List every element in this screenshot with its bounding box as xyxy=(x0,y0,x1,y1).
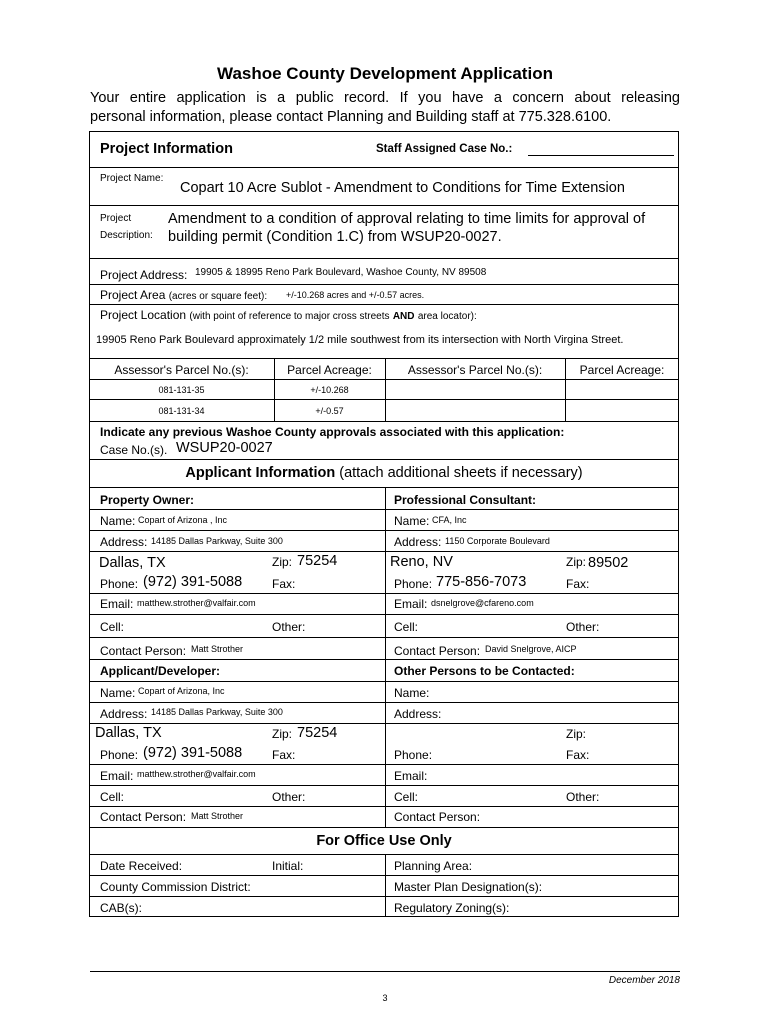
parcel-header-acreage-2: Parcel Acreage: xyxy=(579,363,665,377)
project-name-label: Project Name: xyxy=(100,173,164,184)
project-location-value[interactable]: 19905 Reno Park Boulevard approximately 1/2 mile southwest from its intersection with North Virgina Street. xyxy=(96,334,624,346)
consultant-header: Professional Consultant: xyxy=(394,493,537,507)
other-cell-label: Cell: xyxy=(394,790,419,804)
consultant-name-label: Name: xyxy=(394,514,430,528)
applicant-info-header xyxy=(90,465,678,481)
consultant-address-value[interactable]: 1150 Corporate Boulevard xyxy=(445,536,550,546)
case-numbers-label: Case No.(s). xyxy=(100,443,168,457)
divider xyxy=(89,637,679,638)
cab-label: CAB(s): xyxy=(100,901,142,915)
project-area-label xyxy=(100,288,267,302)
developer-cell-label: Cell: xyxy=(100,790,125,804)
other-fax-label: Fax: xyxy=(566,748,590,762)
document-title: Washoe County Development Application xyxy=(217,64,553,83)
other-address-label: Address: xyxy=(394,707,442,721)
owner-contact-value[interactable]: Matt Strother xyxy=(191,644,244,654)
divider xyxy=(89,827,679,828)
master-plan-label: Master Plan Designation(s): xyxy=(394,880,543,894)
divider xyxy=(89,284,679,285)
owner-email-label: Email: xyxy=(100,597,134,611)
consultant-other-label: Other: xyxy=(566,620,600,634)
project-location-label-text: Project Location xyxy=(100,308,187,322)
consultant-phone-label: Phone: xyxy=(394,577,433,591)
divider xyxy=(89,593,679,594)
previous-approvals-label: Indicate any previous Washoe County approvals associated with this application: xyxy=(100,425,565,439)
consultant-address-label: Address: xyxy=(394,535,442,549)
developer-zip-label: Zip: xyxy=(272,727,293,741)
owner-cell-label: Cell: xyxy=(100,620,125,634)
page-number: 3 xyxy=(382,993,388,1003)
owner-zip-label: Zip: xyxy=(272,555,293,569)
divider xyxy=(89,459,679,460)
divider xyxy=(89,509,679,510)
other-phone-label: Phone: xyxy=(394,748,433,762)
footer-date: December 2018 xyxy=(608,975,680,986)
divider xyxy=(89,723,679,724)
regulatory-zoning-label: Regulatory Zoning(s): xyxy=(394,901,510,915)
project-description-label-2: Description: xyxy=(100,230,153,241)
divider xyxy=(89,896,679,897)
divider xyxy=(89,304,679,305)
project-description-line-1[interactable]: Amendment to a condition of approval relating to time limits for approval of xyxy=(168,211,646,227)
project-address-label: Project Address: xyxy=(100,268,188,282)
parcel-apn[interactable]: 081-131-34 xyxy=(158,406,205,416)
case-number-field[interactable] xyxy=(528,155,674,156)
parcel-acreage[interactable]: +/-0.57 xyxy=(315,406,344,416)
consultant-zip-label: Zip: xyxy=(566,555,587,569)
consultant-city-value[interactable]: Reno, NV xyxy=(390,554,453,570)
owner-name-label: Name: xyxy=(100,514,136,528)
project-description-line-2[interactable]: building permit (Condition 1.C) from WSUP20-0027. xyxy=(168,229,502,245)
developer-contact-label: Contact Person: xyxy=(100,810,187,824)
applicant-info-header-note: (attach additional sheets if necessary) xyxy=(339,465,583,481)
owner-zip-value[interactable]: 75254 xyxy=(297,553,338,569)
footer-rule xyxy=(90,971,680,972)
owner-phone-value[interactable]: (972) 391-5088 xyxy=(143,574,243,590)
consultant-name-value[interactable]: CFA, Inc xyxy=(432,515,467,525)
parcel-header-apn-2: Assessor's Parcel No.(s): xyxy=(407,363,543,377)
divider xyxy=(89,764,679,765)
developer-email-label: Email: xyxy=(100,769,134,783)
parcel-apn[interactable]: 081-131-35 xyxy=(158,385,205,395)
project-area-label-text: Project Area xyxy=(100,288,166,302)
project-area-hint: (acres or square feet): xyxy=(168,291,268,302)
divider xyxy=(89,487,679,488)
consultant-phone-value[interactable]: 775-856-7073 xyxy=(436,574,527,590)
developer-phone-value[interactable]: (972) 391-5088 xyxy=(143,745,243,761)
other-other-label: Other: xyxy=(566,790,600,804)
consultant-email-value[interactable]: dsnelgrove@cfareno.com xyxy=(431,598,534,608)
developer-address-label: Address: xyxy=(100,707,148,721)
divider xyxy=(89,785,679,786)
planning-area-label: Planning Area: xyxy=(394,859,473,873)
parcel-acreage[interactable]: +/-10.268 xyxy=(310,385,349,395)
owner-address-value[interactable]: 14185 Dallas Parkway, Suite 300 xyxy=(151,536,283,546)
consultant-zip-value[interactable]: 89502 xyxy=(588,555,629,571)
other-name-label: Name: xyxy=(394,686,430,700)
divider xyxy=(89,551,679,552)
divider xyxy=(89,167,679,168)
other-email-label: Email: xyxy=(394,769,428,783)
parcel-header-apn-1: Assessor's Parcel No.(s): xyxy=(114,363,249,377)
consultant-contact-value[interactable]: David Snelgrove, AICP xyxy=(485,644,577,654)
other-contact-label: Contact Person: xyxy=(394,810,481,824)
developer-city-value[interactable]: Dallas, TX xyxy=(95,725,162,741)
owner-name-value[interactable]: Copart of Arizona , Inc xyxy=(138,515,228,525)
developer-phone-label: Phone: xyxy=(100,748,139,762)
divider xyxy=(89,358,679,359)
project-description-label-1: Project xyxy=(100,213,132,224)
case-numbers-value[interactable]: WSUP20-0027 xyxy=(176,440,273,456)
divider xyxy=(89,614,679,615)
date-received-label: Date Received: xyxy=(100,859,183,873)
developer-email-value[interactable]: matthew.strother@valfair.com xyxy=(137,769,256,779)
property-owner-header: Property Owner: xyxy=(100,493,195,507)
project-area-value[interactable]: +/-10.268 acres and +/-0.57 acres. xyxy=(286,290,425,300)
developer-name-value[interactable]: Copart of Arizona, Inc xyxy=(138,686,225,696)
consultant-fax-label: Fax: xyxy=(566,577,590,591)
owner-other-label: Other: xyxy=(272,620,306,634)
divider xyxy=(89,205,679,206)
developer-fax-label: Fax: xyxy=(272,748,296,762)
owner-contact-label: Contact Person: xyxy=(100,644,187,658)
divider xyxy=(89,681,679,682)
divider xyxy=(89,258,679,259)
intro-paragraph xyxy=(90,89,680,127)
consultant-contact-label: Contact Person: xyxy=(394,644,481,658)
divider xyxy=(89,379,679,380)
divider xyxy=(89,854,679,855)
divider xyxy=(89,806,679,807)
commission-district-label: County Commission District: xyxy=(100,880,251,894)
developer-contact-value[interactable]: Matt Strother xyxy=(191,811,244,821)
column-divider xyxy=(385,487,386,827)
divider xyxy=(89,659,679,660)
divider xyxy=(89,702,679,703)
initial-label: Initial: xyxy=(272,859,304,873)
owner-address-label: Address: xyxy=(100,535,148,549)
consultant-email-label: Email: xyxy=(394,597,428,611)
case-number-label: Staff Assigned Case No.: xyxy=(376,143,513,155)
project-name-value[interactable]: Copart 10 Acre Sublot - Amendment to Conditions for Time Extension xyxy=(180,180,625,196)
owner-phone-label: Phone: xyxy=(100,577,139,591)
developer-address-value[interactable]: 14185 Dallas Parkway, Suite 300 xyxy=(151,707,283,717)
developer-zip-value[interactable]: 75254 xyxy=(297,725,338,741)
project-info-header: Project Information xyxy=(100,141,233,157)
project-location-hint-end: area locator): xyxy=(417,311,477,322)
intro-line-1: Your entire application is a public record. If you have a concern about releasing xyxy=(90,90,680,106)
owner-city-value[interactable]: Dallas, TX xyxy=(99,555,166,571)
other-persons-header: Other Persons to be Contacted: xyxy=(394,664,575,678)
project-location-hint: (with point of reference to major cross streets xyxy=(189,311,390,322)
developer-header: Applicant/Developer: xyxy=(100,664,221,678)
owner-email-value[interactable]: matthew.strother@valfair.com xyxy=(137,598,256,608)
divider xyxy=(89,875,679,876)
divider xyxy=(89,530,679,531)
developer-other-label: Other: xyxy=(272,790,306,804)
column-divider xyxy=(385,854,386,917)
project-location-label xyxy=(100,308,477,322)
consultant-cell-label: Cell: xyxy=(394,620,419,634)
project-location-hint-and: AND xyxy=(392,311,415,322)
parcel-header-acreage-1: Parcel Acreage: xyxy=(287,363,372,377)
divider xyxy=(89,399,679,400)
owner-fax-label: Fax: xyxy=(272,577,296,591)
other-zip-label: Zip: xyxy=(566,727,587,741)
office-use-header: For Office Use Only xyxy=(316,833,452,849)
developer-name-label: Name: xyxy=(100,686,136,700)
applicant-info-header-bold: Applicant Information xyxy=(185,465,336,481)
divider xyxy=(89,421,679,422)
project-address-value[interactable]: 19905 & 18995 Reno Park Boulevard, Washoe County, NV 89508 xyxy=(195,267,487,278)
intro-line-2: personal information, please contact Planning and Building staff at 775.328.6100. xyxy=(90,109,612,125)
